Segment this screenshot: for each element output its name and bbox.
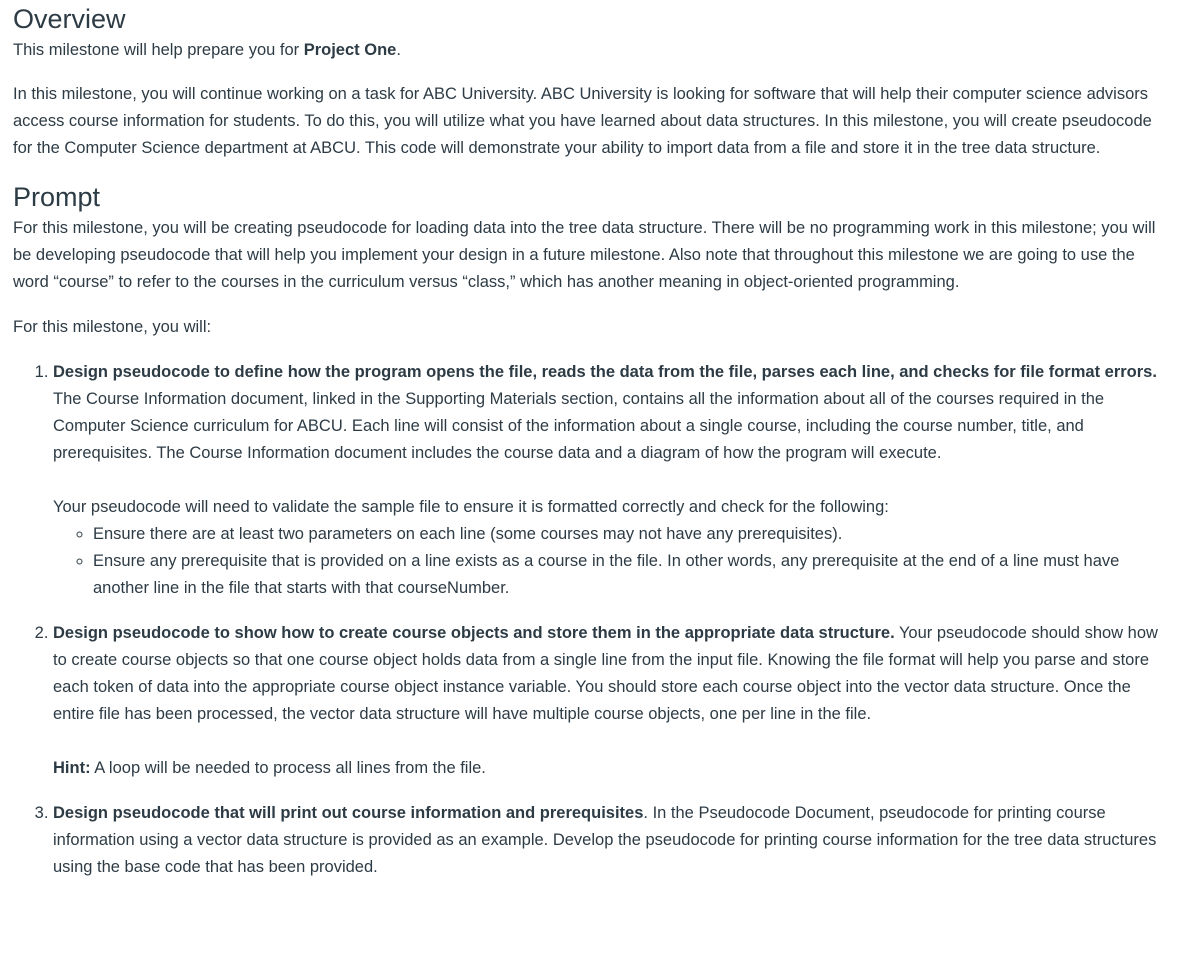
step-2 — [53, 620, 1173, 782]
step-1-text: The Course Information document, linked in the Supporting Materials section, contains all the information about all of the courses required in the Computer Science curriculum for ABCU. Each line will consist of the information about a single course, including the course number, title, and prerequisites. The Course Information document includes the course data and a diagram of how the program will execute. — [53, 390, 1105, 462]
prompt-lead-in: For this milestone, you will: — [13, 318, 212, 336]
step-2-text: Your pseudocode should show how to create course objects so that one course object holds data from a single line from the input file. Knowing the file format will help you parse and store each token of data into the appropriate course object instance variable. You should store each course object into the vector data structure. Once the entire file has been processed, the vector data structure will have multiple course objects, one per line in the file. — [53, 624, 1158, 723]
steps-list — [13, 359, 1173, 881]
overview-intro-suffix: . — [396, 41, 401, 59]
overview-heading: Overview — [13, 4, 126, 34]
overview-paragraph: In this milestone, you will continue working on a task for ABC University. ABC University is looking for software that will help their computer science advisors access course information for students. To do this, you will utilize what you have learned about data structures. In this milestone, you will create pseudocode for the Computer Science department at ABCU. This code will demonstrate your ability to import data from a file and store it in the tree data structure. — [13, 85, 1152, 157]
step-1 — [53, 359, 1173, 602]
validation-check-1: ◦ Ensure there are at least two parameters on each line (some courses may not have any prerequisites). — [93, 521, 1173, 548]
project-one-label: Project One — [303, 41, 397, 59]
step-1-title: Design pseudocode to define how the program opens the file, reads the data from the file, parses each line, and checks for file format errors. — [53, 363, 1157, 381]
step-3-title: Design pseudocode that will print out course information and prerequisites — [53, 804, 644, 822]
prompt-heading: Prompt — [13, 182, 101, 212]
overview-intro — [13, 37, 1173, 64]
step-2-hint — [53, 755, 1173, 782]
overview-intro-prefix: This milestone will help prepare you for — [13, 41, 304, 59]
step-3 — [53, 800, 1173, 881]
validation-checks-list — [53, 521, 1173, 602]
step-1-validation-intro: Your pseudocode will need to validate the sample file to ensure it is formatted correctly and check for the following: — [53, 498, 889, 516]
hint-label: Hint: — [53, 759, 91, 777]
prompt-paragraph: For this milestone, you will be creating pseudocode for loading data into the tree data structure. There will be no programming work in this milestone; you will be developing pseudocode that will help you implement your design in a future milestone. Also note that throughout this milestone we are going to use the word “course” to refer to the courses in the curriculum versus “class,” which has another meaning in object-oriented programming. — [13, 219, 1156, 291]
validation-check-2: ◦ Ensure any prerequisite that is provided on a line exists as a course in the file. In other words, any prerequisite at the end of a line must have another line in the file that starts with that courseNumber. — [93, 548, 1173, 602]
hint-text: A loop will be needed to process all lines from the file. — [90, 759, 486, 777]
step-2-title: Design pseudocode to show how to create course objects and store them in the appropriate data structure. — [53, 624, 895, 642]
step-3-text: . In the Pseudocode Document, pseudocode for printing course information using a vector data structure is provided as an example. Develop the pseudocode for printing course information for the tree data structures using the base code that has been provided. — [53, 804, 1157, 876]
